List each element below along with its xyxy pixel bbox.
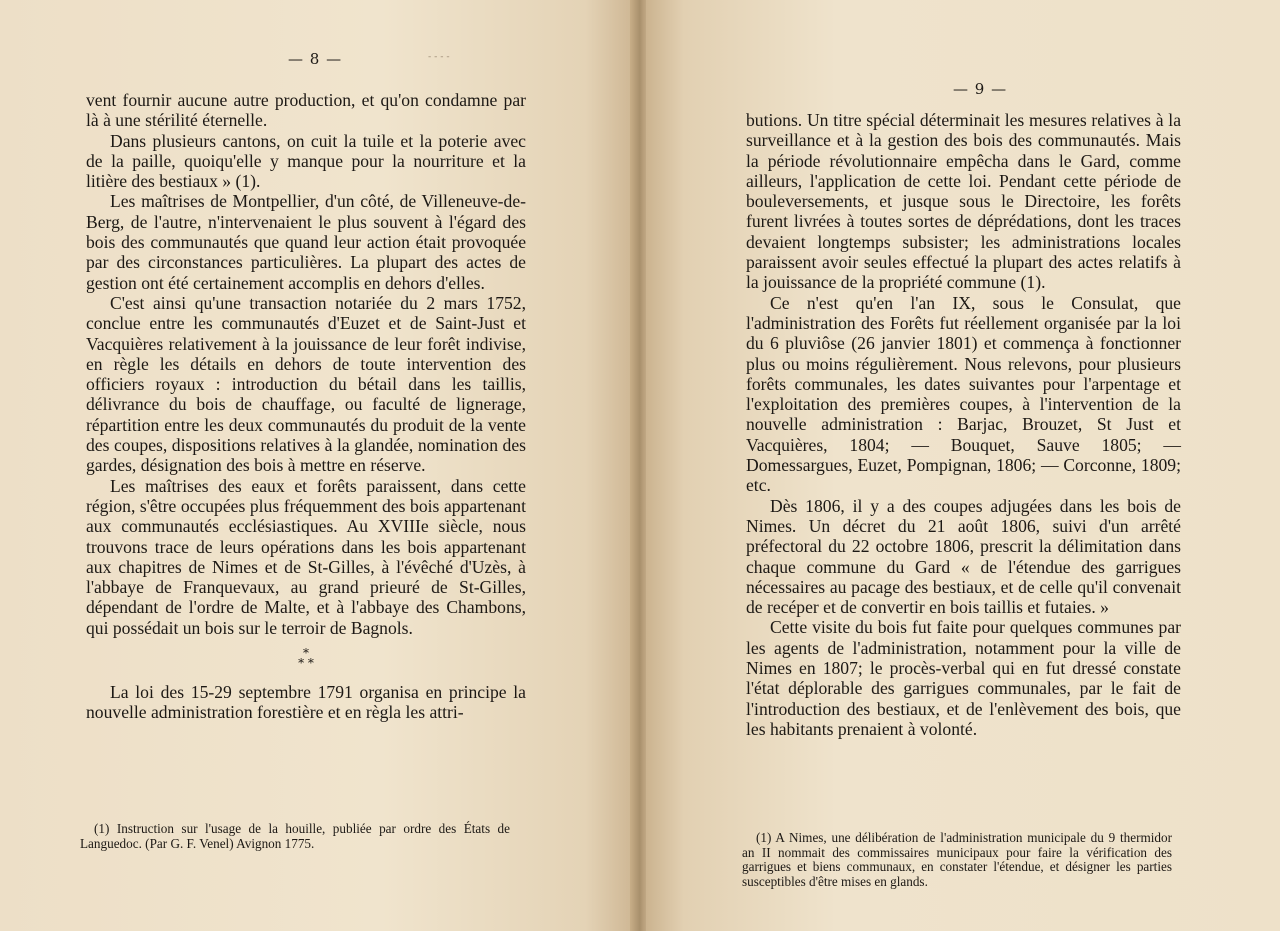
paragraph: Cette visite du bois fut faite pour quelques communes par les agents de l'administration, notamment pour la ville de Nimes en 1807; le procès-verbal qui en fut dressé constate l'état déplorable des garrigues communales, par le fait de l'introduction des bestiaux, et de l'enlèvement des bois, que les habitants prenaient à volonté.	[746, 617, 1181, 739]
footnote: (1) Instruction sur l'usage de la houille, publiée par ordre des États de Languedoc. (Par G. F. Venel) Avignon 1775.	[80, 821, 510, 851]
paragraph: vent fournir aucune autre production, et qu'on condamne par là à une stérilité éternelle.	[86, 90, 526, 131]
paragraph: Ce n'est qu'en l'an IX, sous le Consulat, que l'administration des Forêts fut réellement organisée par la loi du 6 pluviôse (26 janvier 1801) et commença à fonctionner plus ou moins régulièrement. Nous relevons, pour plusieurs forêts communales, les dates suivantes pour l'arpentage et l'exploitation des premières coupes, à l'intervention de la nouvelle administration : Barjac, Brouzet, St Just et Vacquières, 1804; — Bouquet, Sauve 1805; — Domessargues, Euzet, Pompignan, 1806; — Corconne, 1809; etc.	[746, 292, 1181, 496]
page-number: — 8 —	[288, 50, 343, 68]
paragraph: Les maîtrises des eaux et forêts paraissent, dans cette région, s'être occupées plus fréquemment des bois appartenant aux communautés ecclésiastiques. Au XVIIIe siècle, nous trouvons trace de leurs opérations dans les bois appartenant aux chapitres de Nimes et de St-Gilles, à l'évêché d'Uzès, à l'abbaye de Franquevaux, au grand prieuré de St-Gilles, dépendant de l'ordre de Malte, et à l'abbaye des Chambons, qui possédait un bois sur le terroir de Bagnols.	[86, 475, 526, 638]
footnote: (1) A Nimes, une délibération de l'administration municipale du 9 thermidor an II nommait des commissaires municipaux pour faire la vérification des garrigues et biens communaux, en constater l'étendue, et désigner les parties susceptibles d'être mises en glands.	[742, 830, 1172, 889]
pencil-mark: - - - -	[428, 52, 450, 62]
left-page	[0, 0, 636, 931]
paragraph: Dans plusieurs cantons, on cuit la tuile et la poterie avec de la paille, quoiqu'elle y manque pour la nourriture et la litière des bestiaux » (1).	[86, 130, 526, 192]
paragraph: Les maîtrises de Montpellier, d'un côté, de Villeneuve-de-Berg, de l'autre, n'intervenaient le plus souvent à l'égard des bois des communautés que quand leur action était provoquée par des circonstances particulières. La plupart des actes de gestion ont été certainement accomplis en dehors d'elles.	[86, 191, 526, 293]
body-text	[746, 110, 1181, 739]
page-number: — 9 —	[953, 80, 1008, 98]
section-separator: * * *	[298, 646, 314, 671]
right-page	[646, 0, 1280, 931]
paragraph: butions. Un titre spécial déterminait les mesures relatives à la surveillance et à la gestion des bois des communautés. Mais la période révolutionnaire empêcha dans le Gard, comme ailleurs, l'application de cette loi. Pendant cette période de bouleversements, et jusque sous le Directoire, les forêts furent livrées à toutes sortes de déprédations, dont les traces devaient longtemps subsister; les administrations locales paraissent avoir seules effectué la plupart des actes relatifs à la jouissance de la propriété commune (1).	[746, 110, 1181, 293]
paragraph: La loi des 15-29 septembre 1791 organisa en principe la nouvelle administration forestière et en règla les attri-	[86, 682, 526, 723]
paragraph: Dès 1806, il y a des coupes adjugées dans les bois de Nimes. Un décret du 21 août 1806, suivi d'un arrêté préfectoral du 22 octobre 1806, prescrit la délimitation dans chaque commune du Gard « de l'étendue des garrigues nécessaires au pacage des bestiaux, et de celle qu'il convenait de recéper et de convertir en bois taillis et futaies. »	[746, 495, 1181, 618]
paragraph: C'est ainsi qu'une transaction notariée du 2 mars 1752, conclue entre les communautés d'Euzet et de Saint-Just et Vacquières relativement à la jouissance de leur forêt indivise, en règle les détails en dehors de toute intervention des officiers royaux : introduction du bétail dans les taillis, délivrance du bois de chauffage, ou faculté de lignerage, répartition entre les deux communautés du produit de la vente des coupes, dispositions relatives à la glandée, nomination des gardes, désignation des bois à mettre en réserve.	[86, 292, 526, 476]
body-text	[86, 90, 526, 723]
